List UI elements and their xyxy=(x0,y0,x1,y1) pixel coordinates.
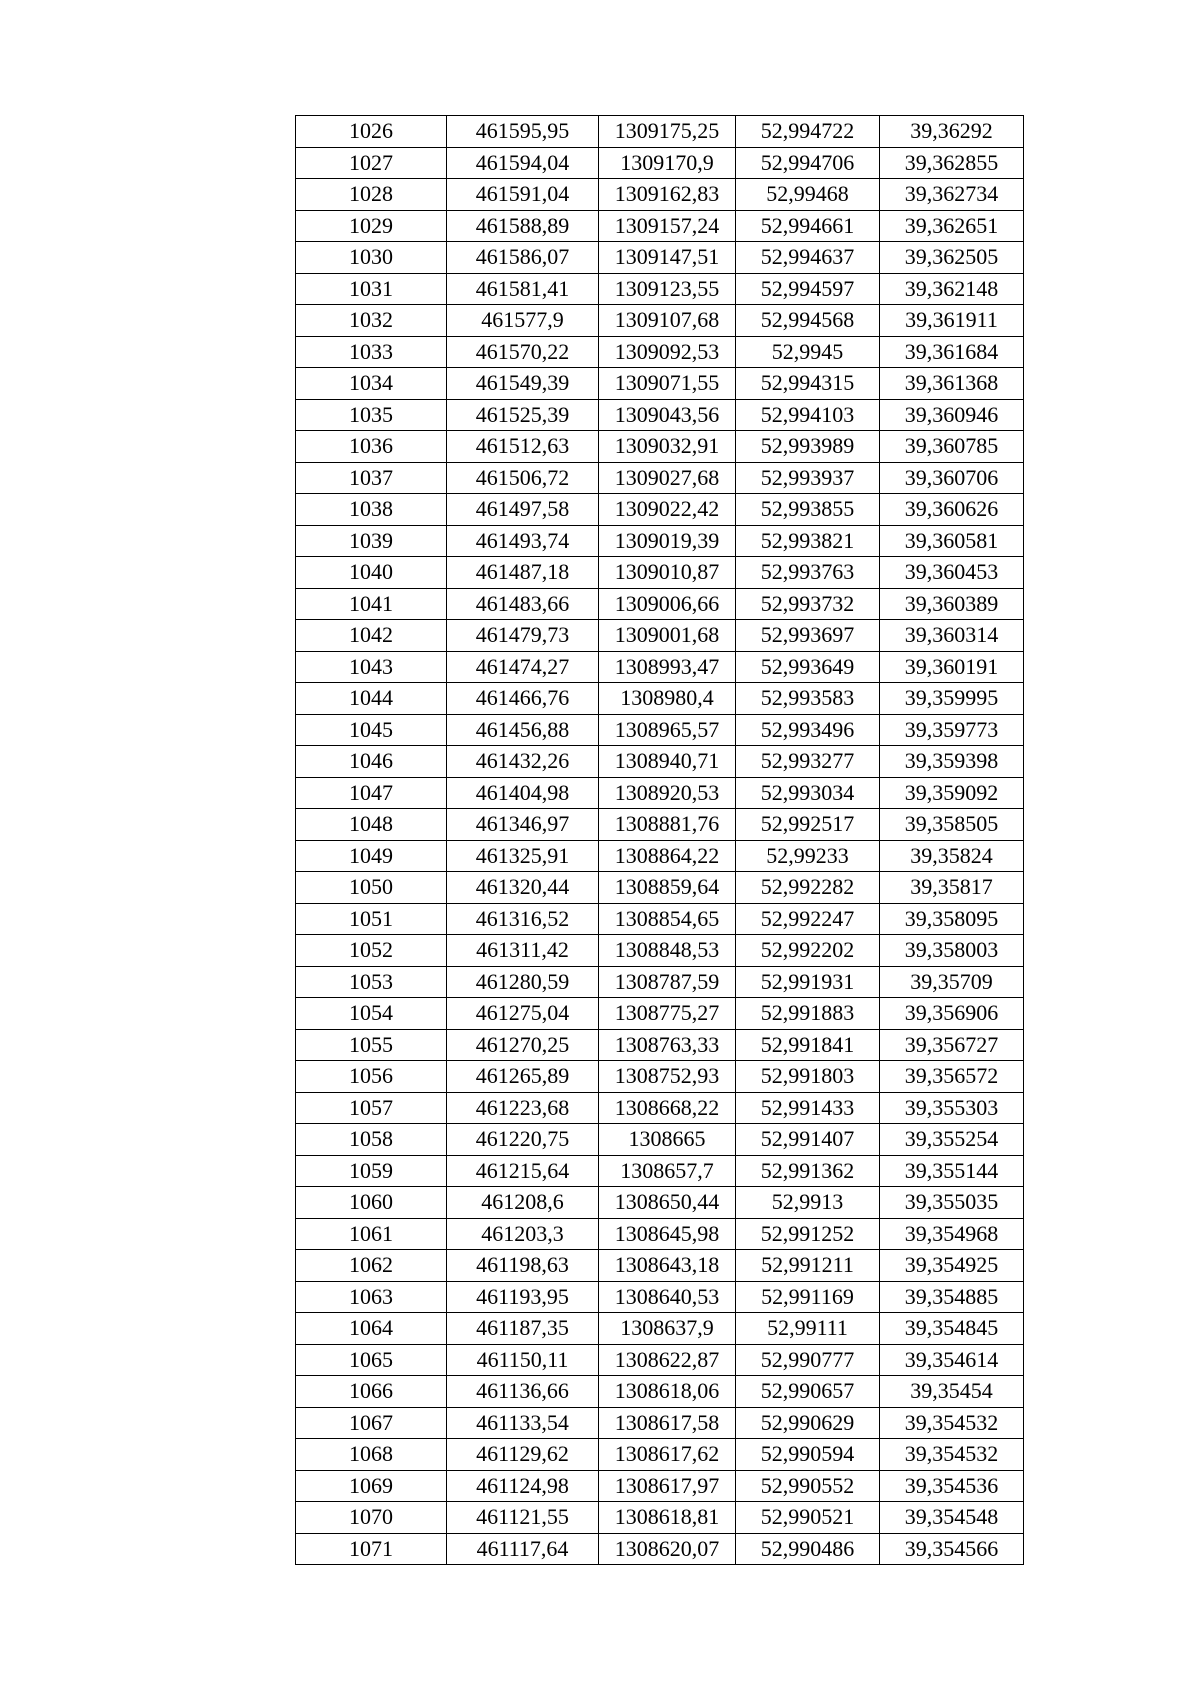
x-coordinate-cell: 461466,76 xyxy=(447,683,599,715)
y-coordinate-cell: 1309162,83 xyxy=(599,179,736,211)
table-row xyxy=(296,1250,1024,1282)
x-coordinate-cell: 461198,63 xyxy=(447,1250,599,1282)
longitude-cell: 39,355254 xyxy=(880,1124,1024,1156)
point-number-cell: 1043 xyxy=(296,651,447,683)
y-coordinate-cell: 1308622,87 xyxy=(599,1344,736,1376)
y-coordinate-cell: 1309032,91 xyxy=(599,431,736,463)
x-coordinate-cell: 461512,63 xyxy=(447,431,599,463)
y-coordinate-cell: 1308854,65 xyxy=(599,903,736,935)
point-number-cell: 1059 xyxy=(296,1155,447,1187)
latitude-cell: 52,994722 xyxy=(736,116,880,148)
latitude-cell: 52,994661 xyxy=(736,210,880,242)
x-coordinate-cell: 461193,95 xyxy=(447,1281,599,1313)
x-coordinate-cell: 461346,97 xyxy=(447,809,599,841)
point-number-cell: 1050 xyxy=(296,872,447,904)
latitude-cell: 52,993496 xyxy=(736,714,880,746)
longitude-cell: 39,362855 xyxy=(880,147,1024,179)
table-row xyxy=(296,1092,1024,1124)
y-coordinate-cell: 1308965,57 xyxy=(599,714,736,746)
table-row xyxy=(296,809,1024,841)
y-coordinate-cell: 1308763,33 xyxy=(599,1029,736,1061)
latitude-cell: 52,992247 xyxy=(736,903,880,935)
latitude-cell: 52,993277 xyxy=(736,746,880,778)
point-number-cell: 1047 xyxy=(296,777,447,809)
y-coordinate-cell: 1308920,53 xyxy=(599,777,736,809)
longitude-cell: 39,360785 xyxy=(880,431,1024,463)
y-coordinate-cell: 1308881,76 xyxy=(599,809,736,841)
point-number-cell: 1065 xyxy=(296,1344,447,1376)
latitude-cell: 52,9945 xyxy=(736,336,880,368)
latitude-cell: 52,991211 xyxy=(736,1250,880,1282)
table-row xyxy=(296,210,1024,242)
x-coordinate-cell: 461117,64 xyxy=(447,1533,599,1565)
point-number-cell: 1054 xyxy=(296,998,447,1030)
latitude-cell: 52,991841 xyxy=(736,1029,880,1061)
longitude-cell: 39,354885 xyxy=(880,1281,1024,1313)
x-coordinate-cell: 461223,68 xyxy=(447,1092,599,1124)
latitude-cell: 52,993763 xyxy=(736,557,880,589)
point-number-cell: 1062 xyxy=(296,1250,447,1282)
longitude-cell: 39,360626 xyxy=(880,494,1024,526)
latitude-cell: 52,993937 xyxy=(736,462,880,494)
point-number-cell: 1042 xyxy=(296,620,447,652)
point-number-cell: 1040 xyxy=(296,557,447,589)
y-coordinate-cell: 1309001,68 xyxy=(599,620,736,652)
table-row xyxy=(296,1218,1024,1250)
table-row xyxy=(296,242,1024,274)
x-coordinate-cell: 461311,42 xyxy=(447,935,599,967)
y-coordinate-cell: 1309147,51 xyxy=(599,242,736,274)
point-number-cell: 1033 xyxy=(296,336,447,368)
point-number-cell: 1041 xyxy=(296,588,447,620)
latitude-cell: 52,993732 xyxy=(736,588,880,620)
y-coordinate-cell: 1309043,56 xyxy=(599,399,736,431)
point-number-cell: 1044 xyxy=(296,683,447,715)
latitude-cell: 52,990657 xyxy=(736,1376,880,1408)
latitude-cell: 52,991362 xyxy=(736,1155,880,1187)
x-coordinate-cell: 461474,27 xyxy=(447,651,599,683)
point-number-cell: 1031 xyxy=(296,273,447,305)
y-coordinate-cell: 1308775,27 xyxy=(599,998,736,1030)
table-row xyxy=(296,935,1024,967)
y-coordinate-cell: 1308657,7 xyxy=(599,1155,736,1187)
y-coordinate-cell: 1308617,97 xyxy=(599,1470,736,1502)
coordinates-table xyxy=(295,115,1024,1565)
point-number-cell: 1071 xyxy=(296,1533,447,1565)
longitude-cell: 39,36292 xyxy=(880,116,1024,148)
x-coordinate-cell: 461549,39 xyxy=(447,368,599,400)
point-number-cell: 1070 xyxy=(296,1502,447,1534)
latitude-cell: 52,991169 xyxy=(736,1281,880,1313)
table-row xyxy=(296,1533,1024,1565)
latitude-cell: 52,991803 xyxy=(736,1061,880,1093)
longitude-cell: 39,354614 xyxy=(880,1344,1024,1376)
table-row xyxy=(296,903,1024,935)
y-coordinate-cell: 1308993,47 xyxy=(599,651,736,683)
table-row xyxy=(296,588,1024,620)
y-coordinate-cell: 1308618,06 xyxy=(599,1376,736,1408)
x-coordinate-cell: 461325,91 xyxy=(447,840,599,872)
y-coordinate-cell: 1308650,44 xyxy=(599,1187,736,1219)
x-coordinate-cell: 461265,89 xyxy=(447,1061,599,1093)
table-row xyxy=(296,179,1024,211)
table-row xyxy=(296,1313,1024,1345)
table-row xyxy=(296,872,1024,904)
x-coordinate-cell: 461270,25 xyxy=(447,1029,599,1061)
longitude-cell: 39,358095 xyxy=(880,903,1024,935)
point-number-cell: 1067 xyxy=(296,1407,447,1439)
point-number-cell: 1058 xyxy=(296,1124,447,1156)
latitude-cell: 52,99111 xyxy=(736,1313,880,1345)
longitude-cell: 39,360314 xyxy=(880,620,1024,652)
table-row xyxy=(296,840,1024,872)
latitude-cell: 52,99233 xyxy=(736,840,880,872)
table-row xyxy=(296,966,1024,998)
x-coordinate-cell: 461187,35 xyxy=(447,1313,599,1345)
table-row xyxy=(296,431,1024,463)
table-row xyxy=(296,494,1024,526)
point-number-cell: 1055 xyxy=(296,1029,447,1061)
longitude-cell: 39,361368 xyxy=(880,368,1024,400)
table-row xyxy=(296,525,1024,557)
x-coordinate-cell: 461316,52 xyxy=(447,903,599,935)
y-coordinate-cell: 1308864,22 xyxy=(599,840,736,872)
table-row xyxy=(296,620,1024,652)
point-number-cell: 1053 xyxy=(296,966,447,998)
table-row xyxy=(296,1124,1024,1156)
y-coordinate-cell: 1308643,18 xyxy=(599,1250,736,1282)
longitude-cell: 39,355144 xyxy=(880,1155,1024,1187)
table-row xyxy=(296,651,1024,683)
y-coordinate-cell: 1308848,53 xyxy=(599,935,736,967)
x-coordinate-cell: 461208,6 xyxy=(447,1187,599,1219)
y-coordinate-cell: 1309107,68 xyxy=(599,305,736,337)
x-coordinate-cell: 461595,95 xyxy=(447,116,599,148)
latitude-cell: 52,992282 xyxy=(736,872,880,904)
latitude-cell: 52,993989 xyxy=(736,431,880,463)
latitude-cell: 52,991433 xyxy=(736,1092,880,1124)
table-row xyxy=(296,1187,1024,1219)
longitude-cell: 39,355303 xyxy=(880,1092,1024,1124)
x-coordinate-cell: 461487,18 xyxy=(447,557,599,589)
y-coordinate-cell: 1309010,87 xyxy=(599,557,736,589)
table-row xyxy=(296,998,1024,1030)
latitude-cell: 52,9913 xyxy=(736,1187,880,1219)
point-number-cell: 1028 xyxy=(296,179,447,211)
longitude-cell: 39,354532 xyxy=(880,1407,1024,1439)
longitude-cell: 39,359092 xyxy=(880,777,1024,809)
x-coordinate-cell: 461493,74 xyxy=(447,525,599,557)
x-coordinate-cell: 461483,66 xyxy=(447,588,599,620)
x-coordinate-cell: 461129,62 xyxy=(447,1439,599,1471)
y-coordinate-cell: 1309175,25 xyxy=(599,116,736,148)
y-coordinate-cell: 1309092,53 xyxy=(599,336,736,368)
point-number-cell: 1039 xyxy=(296,525,447,557)
y-coordinate-cell: 1308617,62 xyxy=(599,1439,736,1471)
table-row xyxy=(296,714,1024,746)
x-coordinate-cell: 461150,11 xyxy=(447,1344,599,1376)
x-coordinate-cell: 461203,3 xyxy=(447,1218,599,1250)
table-row xyxy=(296,683,1024,715)
x-coordinate-cell: 461588,89 xyxy=(447,210,599,242)
x-coordinate-cell: 461215,64 xyxy=(447,1155,599,1187)
y-coordinate-cell: 1308620,07 xyxy=(599,1533,736,1565)
table-row xyxy=(296,336,1024,368)
x-coordinate-cell: 461280,59 xyxy=(447,966,599,998)
y-coordinate-cell: 1309006,66 xyxy=(599,588,736,620)
point-number-cell: 1034 xyxy=(296,368,447,400)
x-coordinate-cell: 461121,55 xyxy=(447,1502,599,1534)
latitude-cell: 52,990629 xyxy=(736,1407,880,1439)
longitude-cell: 39,360946 xyxy=(880,399,1024,431)
latitude-cell: 52,994568 xyxy=(736,305,880,337)
latitude-cell: 52,991931 xyxy=(736,966,880,998)
latitude-cell: 52,990777 xyxy=(736,1344,880,1376)
y-coordinate-cell: 1308752,93 xyxy=(599,1061,736,1093)
point-number-cell: 1051 xyxy=(296,903,447,935)
longitude-cell: 39,359773 xyxy=(880,714,1024,746)
y-coordinate-cell: 1308859,64 xyxy=(599,872,736,904)
table-row xyxy=(296,305,1024,337)
x-coordinate-cell: 461456,88 xyxy=(447,714,599,746)
longitude-cell: 39,360581 xyxy=(880,525,1024,557)
coordinates-table-body xyxy=(296,116,1024,1565)
x-coordinate-cell: 461136,66 xyxy=(447,1376,599,1408)
table-row xyxy=(296,777,1024,809)
x-coordinate-cell: 461124,98 xyxy=(447,1470,599,1502)
table-row xyxy=(296,147,1024,179)
latitude-cell: 52,991252 xyxy=(736,1218,880,1250)
latitude-cell: 52,990552 xyxy=(736,1470,880,1502)
latitude-cell: 52,993697 xyxy=(736,620,880,652)
longitude-cell: 39,35709 xyxy=(880,966,1024,998)
y-coordinate-cell: 1308637,9 xyxy=(599,1313,736,1345)
longitude-cell: 39,362505 xyxy=(880,242,1024,274)
longitude-cell: 39,356727 xyxy=(880,1029,1024,1061)
point-number-cell: 1056 xyxy=(296,1061,447,1093)
longitude-cell: 39,361911 xyxy=(880,305,1024,337)
longitude-cell: 39,35454 xyxy=(880,1376,1024,1408)
longitude-cell: 39,35817 xyxy=(880,872,1024,904)
y-coordinate-cell: 1308617,58 xyxy=(599,1407,736,1439)
table-row xyxy=(296,557,1024,589)
table-row xyxy=(296,1029,1024,1061)
table-row xyxy=(296,1376,1024,1408)
x-coordinate-cell: 461581,41 xyxy=(447,273,599,305)
point-number-cell: 1036 xyxy=(296,431,447,463)
y-coordinate-cell: 1309157,24 xyxy=(599,210,736,242)
x-coordinate-cell: 461404,98 xyxy=(447,777,599,809)
longitude-cell: 39,359995 xyxy=(880,683,1024,715)
latitude-cell: 52,993649 xyxy=(736,651,880,683)
latitude-cell: 52,994637 xyxy=(736,242,880,274)
latitude-cell: 52,994597 xyxy=(736,273,880,305)
table-row xyxy=(296,1155,1024,1187)
x-coordinate-cell: 461479,73 xyxy=(447,620,599,652)
x-coordinate-cell: 461432,26 xyxy=(447,746,599,778)
y-coordinate-cell: 1308980,4 xyxy=(599,683,736,715)
point-number-cell: 1029 xyxy=(296,210,447,242)
point-number-cell: 1057 xyxy=(296,1092,447,1124)
longitude-cell: 39,361684 xyxy=(880,336,1024,368)
x-coordinate-cell: 461577,9 xyxy=(447,305,599,337)
longitude-cell: 39,362734 xyxy=(880,179,1024,211)
latitude-cell: 52,992517 xyxy=(736,809,880,841)
y-coordinate-cell: 1308668,22 xyxy=(599,1092,736,1124)
table-row xyxy=(296,1281,1024,1313)
y-coordinate-cell: 1308940,71 xyxy=(599,746,736,778)
longitude-cell: 39,35824 xyxy=(880,840,1024,872)
x-coordinate-cell: 461591,04 xyxy=(447,179,599,211)
latitude-cell: 52,994706 xyxy=(736,147,880,179)
x-coordinate-cell: 461133,54 xyxy=(447,1407,599,1439)
point-number-cell: 1068 xyxy=(296,1439,447,1471)
point-number-cell: 1026 xyxy=(296,116,447,148)
latitude-cell: 52,993821 xyxy=(736,525,880,557)
point-number-cell: 1027 xyxy=(296,147,447,179)
y-coordinate-cell: 1308640,53 xyxy=(599,1281,736,1313)
x-coordinate-cell: 461525,39 xyxy=(447,399,599,431)
longitude-cell: 39,360453 xyxy=(880,557,1024,589)
x-coordinate-cell: 461497,58 xyxy=(447,494,599,526)
latitude-cell: 52,990521 xyxy=(736,1502,880,1534)
latitude-cell: 52,994315 xyxy=(736,368,880,400)
table-row xyxy=(296,1407,1024,1439)
latitude-cell: 52,991407 xyxy=(736,1124,880,1156)
table-row xyxy=(296,116,1024,148)
y-coordinate-cell: 1309019,39 xyxy=(599,525,736,557)
x-coordinate-cell: 461594,04 xyxy=(447,147,599,179)
longitude-cell: 39,354845 xyxy=(880,1313,1024,1345)
point-number-cell: 1045 xyxy=(296,714,447,746)
longitude-cell: 39,355035 xyxy=(880,1187,1024,1219)
y-coordinate-cell: 1309123,55 xyxy=(599,273,736,305)
longitude-cell: 39,359398 xyxy=(880,746,1024,778)
point-number-cell: 1030 xyxy=(296,242,447,274)
y-coordinate-cell: 1309071,55 xyxy=(599,368,736,400)
y-coordinate-cell: 1309027,68 xyxy=(599,462,736,494)
y-coordinate-cell: 1308645,98 xyxy=(599,1218,736,1250)
point-number-cell: 1061 xyxy=(296,1218,447,1250)
point-number-cell: 1063 xyxy=(296,1281,447,1313)
table-row xyxy=(296,1344,1024,1376)
table-row xyxy=(296,746,1024,778)
longitude-cell: 39,356572 xyxy=(880,1061,1024,1093)
longitude-cell: 39,354925 xyxy=(880,1250,1024,1282)
x-coordinate-cell: 461320,44 xyxy=(447,872,599,904)
x-coordinate-cell: 461586,07 xyxy=(447,242,599,274)
point-number-cell: 1038 xyxy=(296,494,447,526)
longitude-cell: 39,360191 xyxy=(880,651,1024,683)
table-row xyxy=(296,399,1024,431)
point-number-cell: 1066 xyxy=(296,1376,447,1408)
point-number-cell: 1046 xyxy=(296,746,447,778)
longitude-cell: 39,362148 xyxy=(880,273,1024,305)
table-row xyxy=(296,462,1024,494)
table-row xyxy=(296,1439,1024,1471)
latitude-cell: 52,994103 xyxy=(736,399,880,431)
latitude-cell: 52,993855 xyxy=(736,494,880,526)
table-row xyxy=(296,1502,1024,1534)
y-coordinate-cell: 1308665 xyxy=(599,1124,736,1156)
longitude-cell: 39,354566 xyxy=(880,1533,1024,1565)
point-number-cell: 1049 xyxy=(296,840,447,872)
latitude-cell: 52,99468 xyxy=(736,179,880,211)
longitude-cell: 39,362651 xyxy=(880,210,1024,242)
longitude-cell: 39,360706 xyxy=(880,462,1024,494)
longitude-cell: 39,360389 xyxy=(880,588,1024,620)
longitude-cell: 39,358505 xyxy=(880,809,1024,841)
point-number-cell: 1032 xyxy=(296,305,447,337)
latitude-cell: 52,993034 xyxy=(736,777,880,809)
table-row xyxy=(296,368,1024,400)
x-coordinate-cell: 461570,22 xyxy=(447,336,599,368)
latitude-cell: 52,990594 xyxy=(736,1439,880,1471)
latitude-cell: 52,992202 xyxy=(736,935,880,967)
latitude-cell: 52,991883 xyxy=(736,998,880,1030)
latitude-cell: 52,990486 xyxy=(736,1533,880,1565)
table-row xyxy=(296,1470,1024,1502)
longitude-cell: 39,356906 xyxy=(880,998,1024,1030)
x-coordinate-cell: 461506,72 xyxy=(447,462,599,494)
y-coordinate-cell: 1309170,9 xyxy=(599,147,736,179)
latitude-cell: 52,993583 xyxy=(736,683,880,715)
x-coordinate-cell: 461220,75 xyxy=(447,1124,599,1156)
y-coordinate-cell: 1309022,42 xyxy=(599,494,736,526)
point-number-cell: 1035 xyxy=(296,399,447,431)
point-number-cell: 1037 xyxy=(296,462,447,494)
longitude-cell: 39,354968 xyxy=(880,1218,1024,1250)
point-number-cell: 1069 xyxy=(296,1470,447,1502)
x-coordinate-cell: 461275,04 xyxy=(447,998,599,1030)
point-number-cell: 1052 xyxy=(296,935,447,967)
point-number-cell: 1064 xyxy=(296,1313,447,1345)
longitude-cell: 39,354532 xyxy=(880,1439,1024,1471)
point-number-cell: 1048 xyxy=(296,809,447,841)
point-number-cell: 1060 xyxy=(296,1187,447,1219)
table-row xyxy=(296,273,1024,305)
table-row xyxy=(296,1061,1024,1093)
longitude-cell: 39,354548 xyxy=(880,1502,1024,1534)
y-coordinate-cell: 1308618,81 xyxy=(599,1502,736,1534)
longitude-cell: 39,354536 xyxy=(880,1470,1024,1502)
longitude-cell: 39,358003 xyxy=(880,935,1024,967)
y-coordinate-cell: 1308787,59 xyxy=(599,966,736,998)
